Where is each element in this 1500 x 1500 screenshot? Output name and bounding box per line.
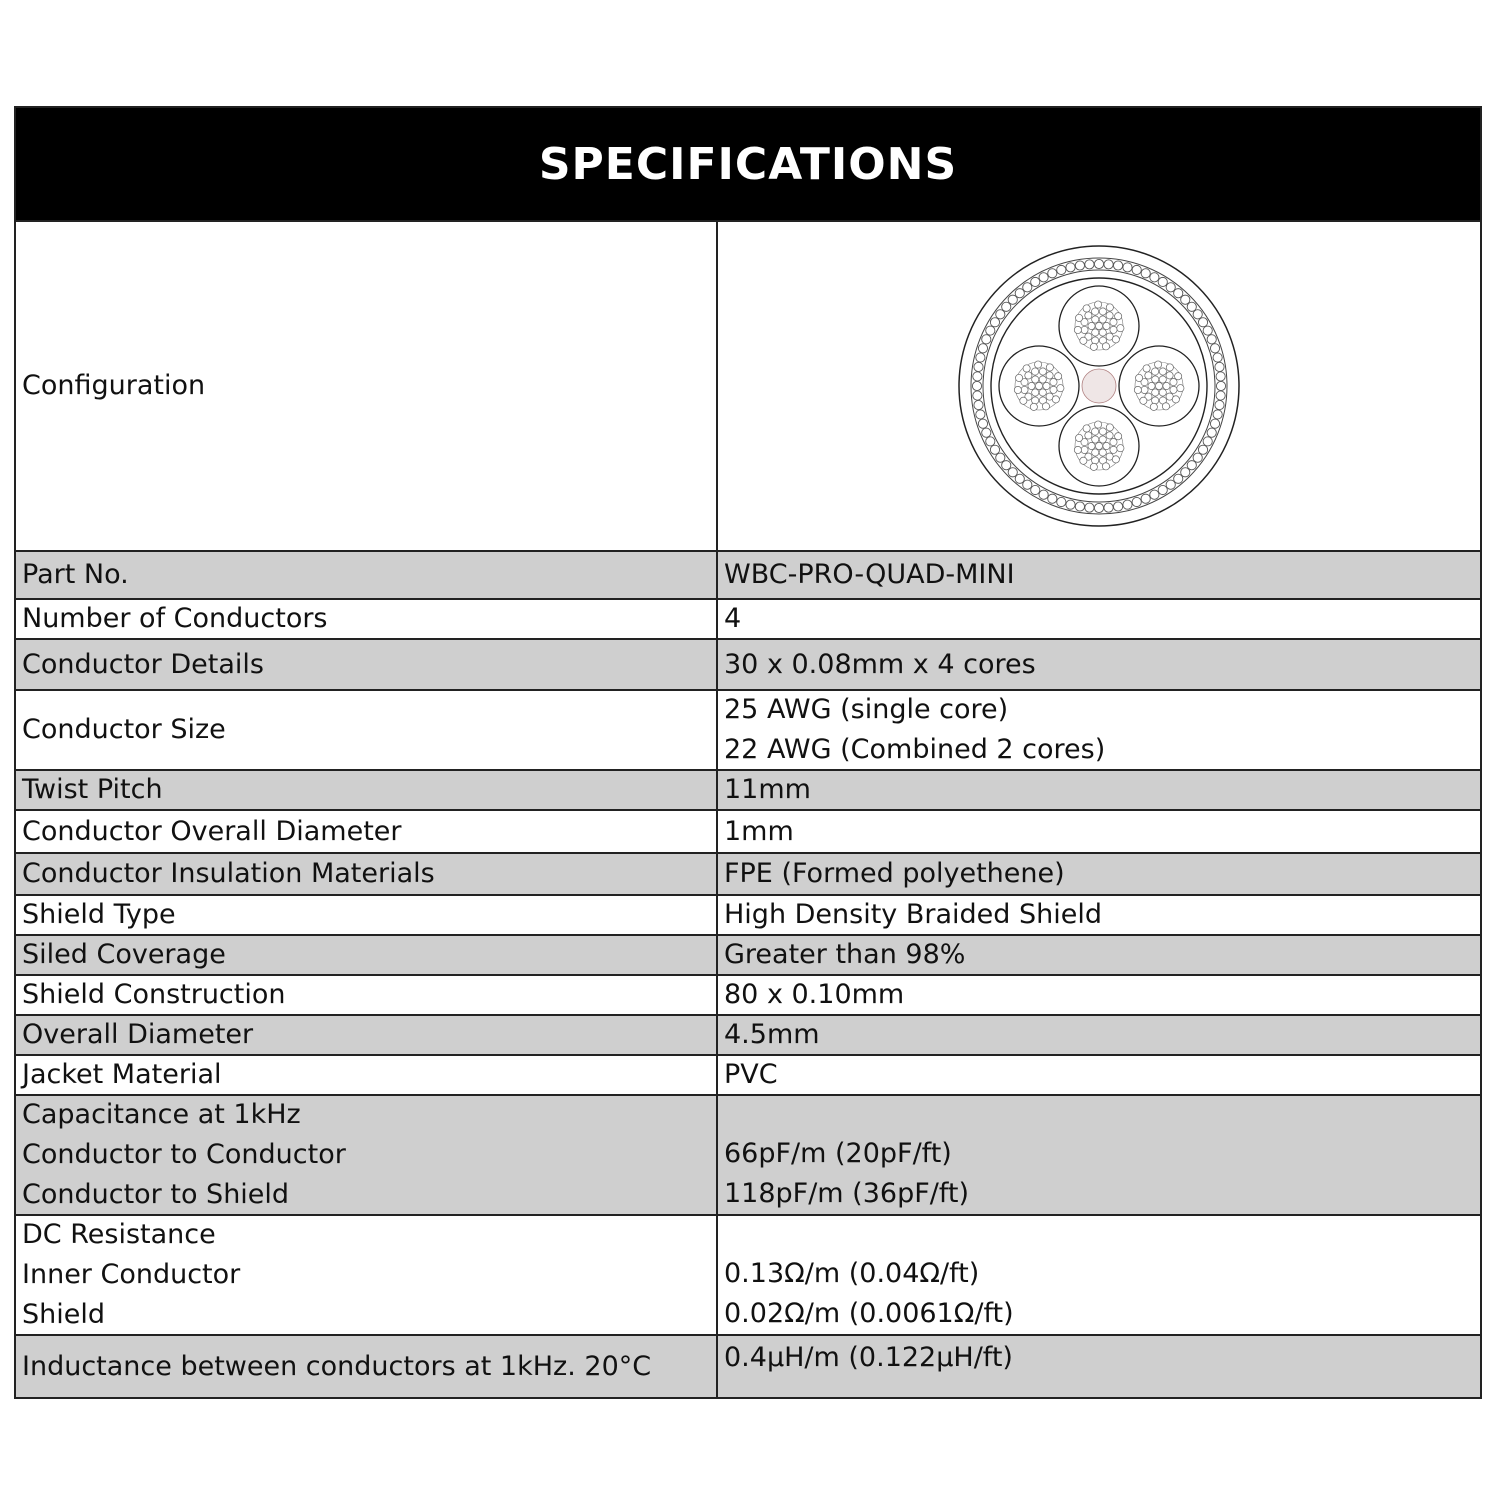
spec-value-line: 30 x 0.08mm x 4 cores bbox=[724, 648, 1036, 680]
spec-header bbox=[16, 108, 1480, 220]
spec-value bbox=[716, 896, 1480, 934]
spec-value-line: Greater than 98% bbox=[724, 939, 966, 970]
spec-label bbox=[16, 1056, 716, 1094]
spec-label-line: Shield Construction bbox=[22, 979, 286, 1010]
spec-label-line: Overall Diameter bbox=[22, 1019, 254, 1050]
spec-label-line: Conductor Insulation Materials bbox=[22, 858, 435, 889]
spec-value-line: 1mm bbox=[724, 815, 794, 847]
cable-cross-section-icon bbox=[954, 241, 1244, 531]
spec-value-line: PVC bbox=[724, 1059, 778, 1090]
spec-label-line: Conductor Details bbox=[22, 648, 264, 680]
spec-label bbox=[16, 936, 716, 974]
spec-value-line: 0.13Ω/m (0.04Ω/ft) bbox=[724, 1258, 980, 1289]
spec-label-line: Siled Coverage bbox=[22, 939, 226, 970]
spec-value-line: 80 x 0.10mm bbox=[724, 979, 905, 1010]
spec-value bbox=[716, 854, 1480, 894]
spec-label bbox=[16, 854, 716, 894]
spec-value-line: 4.5mm bbox=[724, 1019, 820, 1050]
spec-label bbox=[16, 1016, 716, 1054]
spec-label-line: Conductor to Shield bbox=[22, 1179, 290, 1210]
spec-row bbox=[16, 1334, 1480, 1397]
spec-value bbox=[716, 811, 1480, 852]
spec-row bbox=[16, 974, 1480, 1014]
spec-value bbox=[716, 1056, 1480, 1094]
spec-value-line: FPE (Formed polyethene) bbox=[724, 858, 1065, 889]
spec-row bbox=[16, 550, 1480, 598]
spec-row bbox=[16, 894, 1480, 934]
spec-label bbox=[16, 691, 716, 769]
spec-value bbox=[716, 640, 1480, 689]
spec-row bbox=[16, 598, 1480, 638]
page-title: SPECIFICATIONS bbox=[538, 138, 958, 190]
spec-value-line: High Density Braided Shield bbox=[724, 899, 1103, 930]
spec-label bbox=[16, 222, 716, 550]
spec-label-line: Twist Pitch bbox=[22, 774, 163, 805]
spec-value bbox=[716, 936, 1480, 974]
spec-label bbox=[16, 976, 716, 1014]
spec-value-line: 22 AWG (Combined 2 cores) bbox=[724, 734, 1106, 765]
spec-label-line: Shield Type bbox=[22, 899, 176, 930]
spec-value-line: 66pF/m (20pF/ft) bbox=[724, 1138, 952, 1169]
spec-row bbox=[16, 769, 1480, 809]
spec-row bbox=[16, 638, 1480, 689]
spec-row bbox=[16, 934, 1480, 974]
spec-value-line: 0.4µH/m (0.122µH/ft) bbox=[724, 1342, 1013, 1373]
spec-value bbox=[716, 771, 1480, 809]
spec-row bbox=[16, 689, 1480, 769]
spec-value-line: 25 AWG (single core) bbox=[724, 694, 1009, 725]
spec-label-line: Configuration bbox=[22, 370, 206, 401]
spec-label-line: Conductor Size bbox=[22, 714, 226, 745]
spec-label-line: Capacitance at 1kHz bbox=[22, 1099, 301, 1130]
spec-value bbox=[716, 976, 1480, 1014]
spec-value bbox=[716, 1096, 1480, 1214]
spec-label bbox=[16, 1216, 716, 1334]
spec-row bbox=[16, 1094, 1480, 1214]
spec-label-line: Shield bbox=[22, 1299, 106, 1330]
spec-label bbox=[16, 771, 716, 809]
spec-value bbox=[716, 600, 1480, 638]
spec-value bbox=[716, 552, 1480, 598]
spec-value-line: WBC-PRO-QUAD-MINI bbox=[724, 559, 1015, 590]
spec-label bbox=[16, 552, 716, 598]
spec-label-line: Part No. bbox=[22, 559, 129, 590]
spec-row bbox=[16, 1054, 1480, 1094]
spec-value bbox=[716, 1336, 1480, 1397]
spec-row bbox=[16, 1214, 1480, 1334]
spec-value-line: 4 bbox=[724, 603, 742, 634]
spec-row bbox=[16, 220, 1480, 550]
spec-label bbox=[16, 896, 716, 934]
spec-label-line: Inductance between conductors at 1kHz. 20°C bbox=[22, 1350, 652, 1382]
spec-label bbox=[16, 640, 716, 689]
spec-label-line: Conductor to Conductor bbox=[22, 1139, 346, 1170]
spec-table bbox=[16, 220, 1480, 1397]
spec-value bbox=[716, 1216, 1480, 1334]
spec-value bbox=[716, 1016, 1480, 1054]
spec-sheet bbox=[14, 106, 1482, 1399]
spec-label-line: Jacket Material bbox=[22, 1059, 222, 1090]
spec-label bbox=[16, 811, 716, 852]
spec-row bbox=[16, 809, 1480, 852]
spec-label bbox=[16, 600, 716, 638]
spec-label bbox=[16, 1336, 716, 1397]
spec-label-line: Number of Conductors bbox=[22, 603, 328, 634]
spec-value-line: 118pF/m (36pF/ft) bbox=[724, 1178, 969, 1209]
spec-row bbox=[16, 852, 1480, 894]
filler-core bbox=[1082, 369, 1116, 403]
spec-value bbox=[716, 222, 1480, 550]
spec-value-line: 11mm bbox=[724, 774, 811, 805]
spec-value bbox=[716, 691, 1480, 769]
spec-label bbox=[16, 1096, 716, 1214]
spec-label-line: Inner Conductor bbox=[22, 1259, 241, 1290]
spec-value-line: 0.02Ω/m (0.0061Ω/ft) bbox=[724, 1298, 1014, 1329]
spec-label-line: DC Resistance bbox=[22, 1219, 216, 1250]
spec-label-line: Conductor Overall Diameter bbox=[22, 815, 402, 847]
spec-row bbox=[16, 1014, 1480, 1054]
